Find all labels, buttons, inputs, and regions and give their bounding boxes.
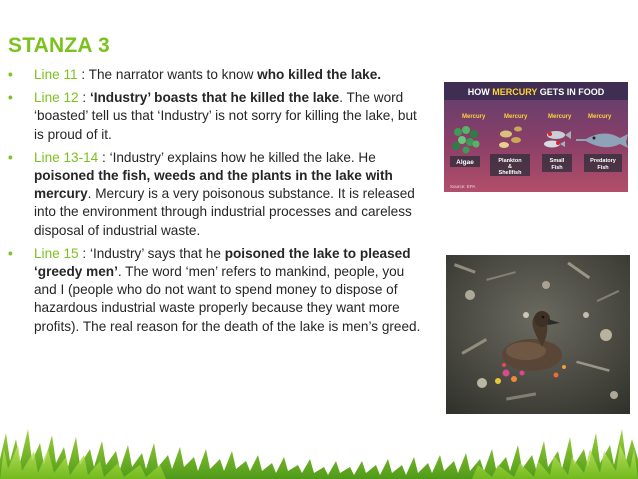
polluted-lake-photo xyxy=(446,255,630,414)
bullet-item xyxy=(8,66,428,84)
mercury-infographic-graphic xyxy=(444,82,628,192)
bullet-emphasis: poisoned the lake to pleased ‘greedy men’ xyxy=(34,245,411,280)
label-small-fish: Fish xyxy=(551,165,563,171)
bullet-list xyxy=(8,66,428,341)
mercury-label: Mercury xyxy=(504,114,528,120)
bullet-dot-icon: • xyxy=(8,90,13,106)
label-plankton-amp: & xyxy=(508,164,512,170)
bullet-item xyxy=(8,89,428,144)
label-predatory: Predatory xyxy=(590,158,616,164)
line-ref: Line 15 xyxy=(34,245,79,261)
bullet-text: : ‘Industry’ says that he xyxy=(78,245,225,261)
line-ref: Line 13-14 xyxy=(34,149,99,165)
bullet-emphasis: poisoned the fish, weeds and the plants in the lake with mercury xyxy=(34,168,393,202)
label-predatory-fish: Fish xyxy=(597,165,609,171)
bullet-text: : ‘Industry’ explains how he killed the lake. He xyxy=(98,149,376,165)
label-plankton: Plankton xyxy=(498,158,522,164)
bullet-item xyxy=(8,149,428,240)
bullet-text: . Mercury is a very poisonous substance. It is released into the environment through industrial processes and careless disposal of industrial waste. xyxy=(34,186,415,238)
bullet-text: : The narrator wants to know xyxy=(77,67,258,82)
bullet-dot-icon: • xyxy=(8,149,13,165)
bullet-text: . The word ‘men’ refers to mankind, people, you and I (people who do not want to spend money to dispose of hazardous industrial waste properly because they want more profits). The real reason for the death of the lake is men’s greed. xyxy=(34,264,421,334)
label-small: Small xyxy=(549,158,565,164)
bullet-text: : xyxy=(78,90,90,106)
label-shellfish: Shellfish xyxy=(498,170,522,176)
bullet-emphasis: ‘Industry’ boasts that he killed the lake xyxy=(89,90,340,106)
infographic-title: HOW MERCURY GETS IN FOOD xyxy=(467,87,605,97)
line-ref: Line 12 xyxy=(34,90,79,106)
line-ref: Line 11 xyxy=(34,67,78,82)
mercury-infographic xyxy=(444,82,628,192)
infographic-source: Source: EPA xyxy=(450,184,476,189)
polluted-lake-graphic xyxy=(446,255,630,414)
label-algae: Algae xyxy=(456,159,474,166)
bullet-text: . The word ‘boasted’ tell us that ‘Industry’ is not sorry for killing the lake, but is proud of it. xyxy=(34,90,417,142)
mercury-label: Mercury xyxy=(548,114,572,120)
bullet-dot-icon: • xyxy=(8,67,13,82)
mercury-label: Mercury xyxy=(462,114,486,120)
mercury-label: Mercury xyxy=(588,114,612,120)
bullet-dot-icon: • xyxy=(8,245,13,261)
bullet-emphasis: who killed the lake. xyxy=(257,67,382,82)
bullet-item xyxy=(8,245,428,336)
slide-title: STANZA 3 xyxy=(8,34,110,57)
